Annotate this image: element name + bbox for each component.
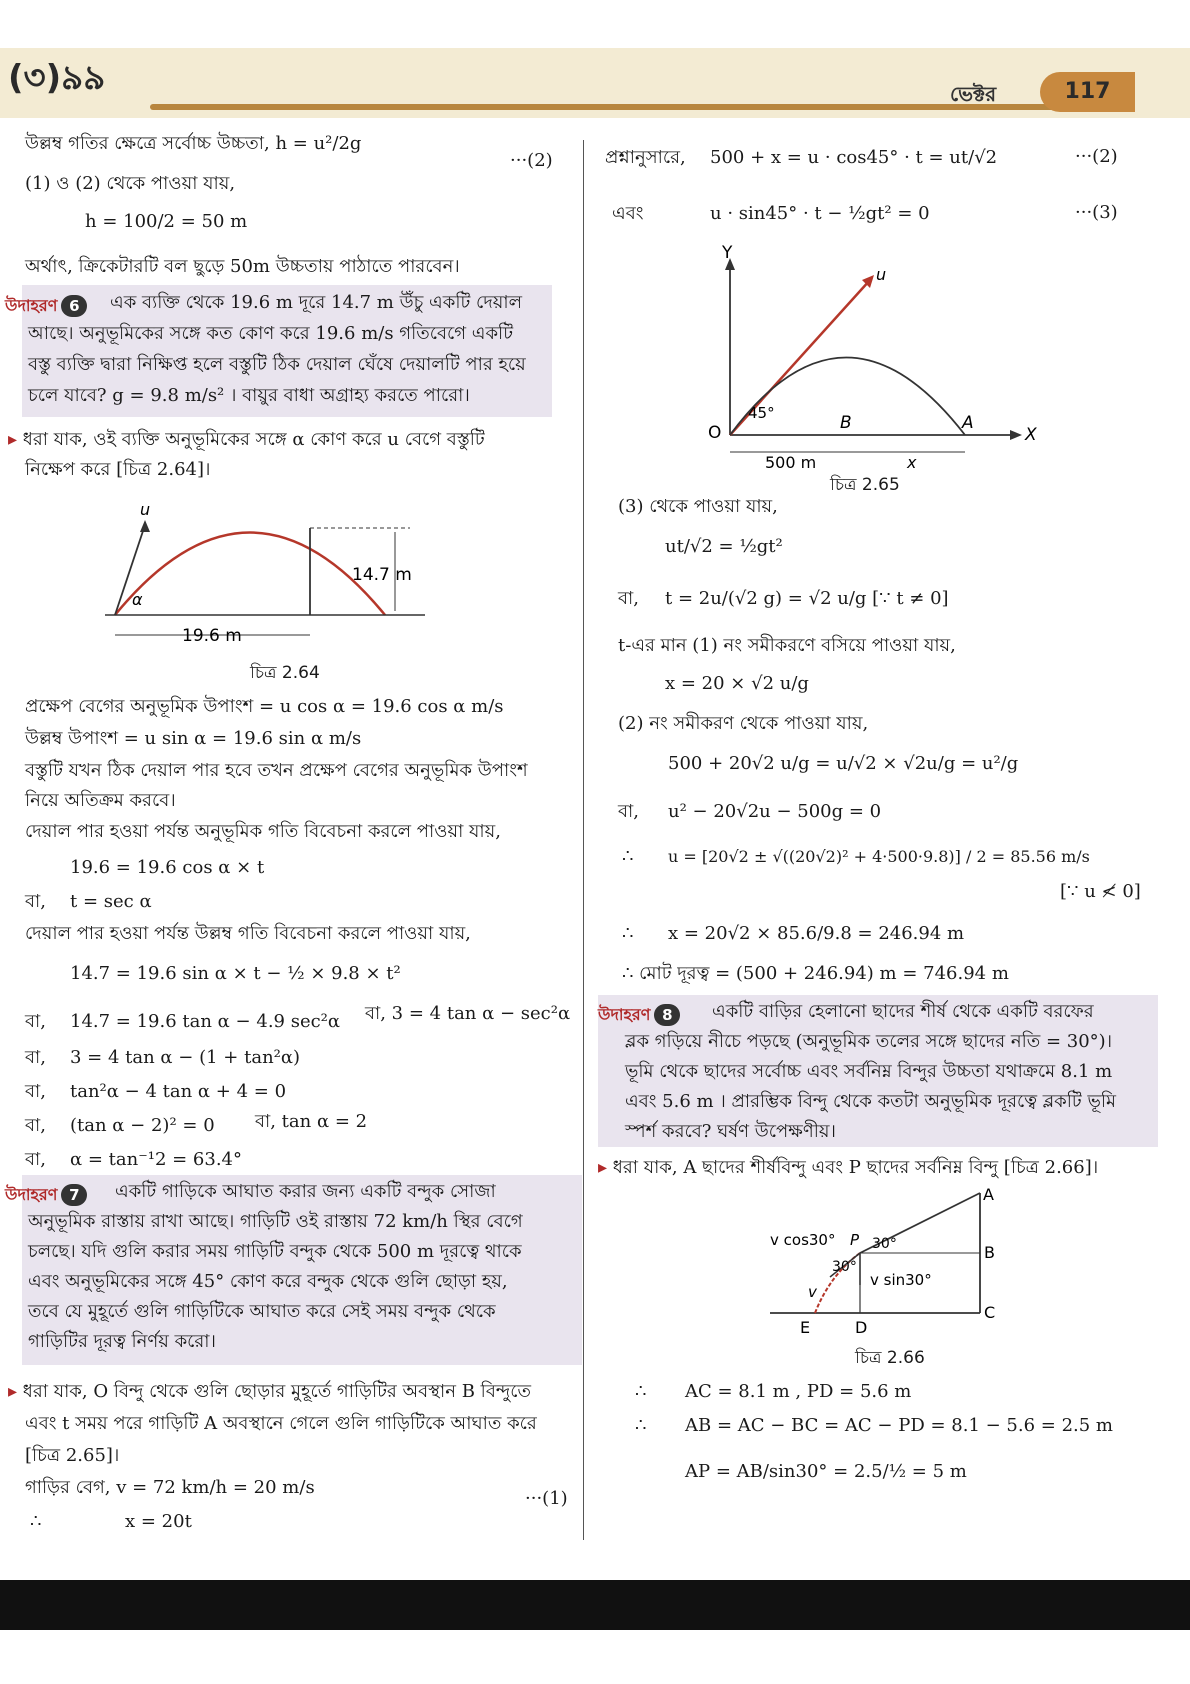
equation-tag: ···(1) <box>525 1488 568 1509</box>
example-8-label: উদাহরণ 8 <box>598 1002 680 1029</box>
solution-line: দেয়াল পার হওয়া পর্যন্ত অনুভূমিক গতি বিবেচনা করলে পাওয়া যায়, <box>25 821 501 842</box>
label-A: A <box>983 1185 994 1204</box>
text-line: (3) থেকে পাওয়া যায়, <box>618 496 778 517</box>
label-B: B <box>840 413 852 433</box>
equation-prefix: বা, <box>618 801 639 822</box>
example-7-question: অনুভূমিক রাস্তায় রাখা আছে। গাড়িটি ওই রাস্তায় 72 km/h স্থির বেগে <box>28 1211 523 1232</box>
label-height: 14.7 m <box>352 565 412 585</box>
figure-2-65 <box>700 240 1040 475</box>
label-distance: 500 m <box>765 453 817 472</box>
label-E: E <box>800 1318 811 1335</box>
equation: ut/√2 = ½gt² <box>665 536 783 557</box>
equation-prefix: বা, <box>618 588 639 609</box>
equation-tag: ···(2) <box>510 150 553 171</box>
label-Y: Y <box>722 243 733 263</box>
equation: বা, tan α = 2 <box>255 1111 368 1132</box>
equation: t = 2u/(√2 g) = √2 u/g [∵ t ≠ 0] <box>665 588 949 609</box>
example-6-question: আছে। অনুভূমিকের সঙ্গে কত কোণ করে 19.6 m/s গতিবেগে একটি <box>28 323 513 344</box>
label-O: O <box>708 423 722 443</box>
equation: x = 20√2 × 85.6/9.8 = 246.94 m <box>668 923 965 944</box>
equation: u = [20√2 ± √((20√2)² + 4·500·9.8)] / 2 = 85.56 m/s <box>668 847 1090 866</box>
equation: AP = AB/sin30° = 2.5/½ = 5 m <box>685 1461 967 1482</box>
solution-line: নিয়ে অতিক্রম করবে। <box>25 790 176 811</box>
example-6-question: বস্তু ব্যক্তি দ্বারা নিক্ষিপ্ত হলে বস্তুটি ঠিক দেয়াল ঘেঁষে দেয়ালটি পার হয়ে <box>28 354 526 375</box>
figure-caption: চিত্র 2.65 <box>830 475 900 495</box>
solution-line: এবং t সময় পরে গাড়িটি A অবস্থানে গেলে গুলি গাড়িটিকে আঘাত করে <box>25 1413 537 1434</box>
equation: x = 20t <box>125 1511 192 1532</box>
equation: 500 + x = u · cos45° · t = ut/√2 <box>710 147 998 168</box>
equation: t = sec α <box>70 891 152 912</box>
label-u: u <box>140 500 151 519</box>
solution-line: প্রক্ষেপ বেগের অনুভূমিক উপাংশ = u cos α = 19.6 cos α m/s <box>25 696 504 717</box>
example-8-question: ব্লক গড়িয়ে নীচে পড়ছে (অনুভূমিক তলের সঙ্গে ছাদের নতি = 30°)। <box>625 1031 1113 1052</box>
label-P: P <box>850 1231 860 1249</box>
label-v: v <box>808 1283 817 1301</box>
arrow-head <box>140 520 150 532</box>
solution-line: উল্লম্ব উপাংশ = u sin α = 19.6 sin α m/s <box>25 728 362 749</box>
equation: (tan α − 2)² = 0 <box>70 1115 215 1136</box>
column-divider <box>583 140 584 1540</box>
text-line: এবং <box>612 203 644 224</box>
example-7-question: একটি গাড়িকে আঘাত করার জন্য একটি বন্দুক সোজা <box>115 1181 496 1202</box>
example-8-question: এবং 5.6 m । প্রারম্ভিক বিন্দু থেকে কতটা অনুভূমিক দূরত্বে ব্লকটি ভূমি <box>625 1091 1117 1112</box>
label-distance: 19.6 m <box>182 626 242 646</box>
equation-tag: ···(3) <box>1075 202 1118 223</box>
label-vcos: v cos30° <box>770 1231 836 1249</box>
equation-note: [∵ u ≮ 0] <box>1060 881 1141 902</box>
label-X: X <box>1025 425 1037 445</box>
label-B: B <box>984 1243 995 1262</box>
example-8-question: স্পর্শ করবে? ঘর্ষণ উপেক্ষণীয়। <box>625 1121 836 1142</box>
equation-prefix: বা, <box>25 891 46 912</box>
label-alpha: α <box>132 590 143 609</box>
solution-line: ▸ ধরা যাক, ওই ব্যক্তি অনুভূমিকের সঙ্গে α কোণ করে u বেগে বস্তুটি <box>8 429 485 450</box>
equation: tan²α − 4 tan α + 4 = 0 <box>70 1081 287 1102</box>
figure-caption: চিত্র 2.64 <box>250 663 320 683</box>
example-7-label: উদাহরণ 7 <box>5 1182 87 1209</box>
equation-prefix: বা, <box>25 1115 46 1136</box>
equation-prefix: ∴ <box>30 1511 42 1532</box>
example-6-question: এক ব্যক্তি থেকে 19.6 m দূরে 14.7 m উঁচু একটি দেয়াল <box>110 292 523 313</box>
label-angle: 45° <box>748 404 775 422</box>
solution-line: ▸ ধরা যাক, A ছাদের শীর্ষবিন্দু এবং P ছাদের সর্বনিম্ন বিন্দু [চিত্র 2.66]। <box>598 1157 1099 1178</box>
example-6-label: উদাহরণ 6 <box>5 293 87 320</box>
figure-2-64 <box>100 490 430 665</box>
equation-prefix: ∴ <box>635 1415 647 1436</box>
solution-line: ▸ ধরা যাক, O বিন্দু থেকে গুলি ছোড়ার মুহূর্তে গাড়িটির অবস্থান B বিন্দুতে <box>8 1381 532 1402</box>
equation: u² − 20√2u − 500g = 0 <box>668 801 882 822</box>
example-7-question: তবে যে মুহূর্তে গুলি গাড়িটিকে আঘাত করে সেই সময় বন্দুক থেকে <box>28 1301 496 1322</box>
text-line: (1) ও (2) থেকে পাওয়া যায়, <box>25 173 236 194</box>
solution-line: নিক্ষেপ করে [চিত্র 2.64]। <box>25 459 211 480</box>
figure-2-66 <box>760 1185 1020 1335</box>
text-line: অর্থাৎ, ক্রিকেটারটি বল ছুড়ে 50m উচ্চতায় পাঠাতে পারবেন। <box>25 256 460 277</box>
solution-line: বস্তুটি যখন ঠিক দেয়াল পার হবে তখন প্রক্ষেপ বেগের অনুভূমিক উপাংশ <box>25 760 528 781</box>
equation-tag: ···(2) <box>1075 146 1118 167</box>
chapter-title: ভেক্টর <box>950 82 997 106</box>
page-number: 117 <box>1040 72 1135 112</box>
text-line: t-এর মান (1) নং সমীকরণে বসিয়ে পাওয়া যায়, <box>618 635 956 656</box>
equation: h = 100/2 = 50 m <box>85 211 248 232</box>
equation: AB = AC − BC = AC − PD = 8.1 − 5.6 = 2.5 m <box>685 1415 1113 1436</box>
solution-line: দেয়াল পার হওয়া পর্যন্ত উল্লম্ব গতি বিবেচনা করলে পাওয়া যায়, <box>25 923 471 944</box>
equation: α = tan⁻¹2 = 63.4° <box>70 1149 243 1170</box>
equation: x = 20 × √2 u/g <box>665 673 809 694</box>
result-line: ∴ মোট দূরত্ব = (500 + 246.94) m = 746.94 m <box>622 963 1009 984</box>
label-D: D <box>855 1318 868 1335</box>
solution-line: [চিত্র 2.65]। <box>25 1445 120 1466</box>
equation: AC = 8.1 m , PD = 5.6 m <box>685 1381 912 1402</box>
equation-prefix: বা, <box>25 1011 46 1032</box>
label-A: A <box>962 413 974 433</box>
equation: বা, 3 = 4 tan α − sec²α <box>365 1003 571 1024</box>
label-vsin: v sin30° <box>870 1271 932 1289</box>
example-8-question: একটি বাড়ির হেলানো ছাদের শীর্ষ থেকে একটি বরফের <box>712 1001 1094 1022</box>
equation-prefix: বা, <box>25 1047 46 1068</box>
label-u: u <box>876 265 887 284</box>
equation-prefix: বা, <box>25 1149 46 1170</box>
text-line: (2) নং সমীকরণ থেকে পাওয়া যায়, <box>618 713 869 734</box>
text-line: প্রশ্নানুসারে, <box>605 147 686 168</box>
figure-caption: চিত্র 2.66 <box>855 1348 925 1368</box>
example-7-question: এবং অনুভূমিকের সঙ্গে 45° কোণ করে বন্দুক থেকে গুলি ছোড়া হয়, <box>28 1271 508 1292</box>
equation-prefix: ∴ <box>635 1381 647 1402</box>
equation: u · sin45° · t − ½gt² = 0 <box>710 203 930 224</box>
publisher-logo: (৩)৯৯ <box>8 58 106 98</box>
header-rule <box>150 104 1080 110</box>
example-7-question: গাড়িটির দূরত্ব নির্ণয় করো। <box>28 1331 216 1352</box>
equation: 19.6 = 19.6 cos α × t <box>70 857 265 878</box>
equation-prefix: বা, <box>25 1081 46 1102</box>
equation-prefix: ∴ <box>622 923 634 944</box>
label-angle: 30° <box>872 1236 897 1252</box>
text-line: উল্লম্ব গতির ক্ষেত্রে সর্বোচ্চ উচ্চতা, h = u²/2g <box>25 133 362 154</box>
equation: 500 + 20√2 u/g = u/√2 × √2u/g = u²/g <box>668 753 1019 774</box>
page-shadow <box>0 1580 1190 1630</box>
example-8-question: ভূমি থেকে ছাদের সর্বোচ্চ এবং সর্বনিম্ন বিন্দুর উচ্চতা যথাক্রমে 8.1 m <box>625 1061 1113 1082</box>
equation: 3 = 4 tan α − (1 + tan²α) <box>70 1047 301 1068</box>
label-angle: 30° <box>832 1259 857 1275</box>
arrow-head <box>1010 430 1022 440</box>
example-6-question: চলে যাবে? g = 9.8 m/s² । বায়ুর বাধা অগ্রাহ্য করতে পারো। <box>28 385 470 406</box>
equation-prefix: ∴ <box>622 846 634 867</box>
example-7-question: চলছে। যদি গুলি করার সময় গাড়িটি বন্দুক থেকে 500 m দূরত্বে থাকে <box>28 1241 522 1262</box>
solution-line: গাড়ির বেগ, v = 72 km/h = 20 m/s <box>25 1477 315 1498</box>
top-margin <box>0 0 1190 48</box>
equation: 14.7 = 19.6 tan α − 4.9 sec²α <box>70 1011 341 1032</box>
equation: 14.7 = 19.6 sin α × t − ½ × 9.8 × t² <box>70 963 401 984</box>
label-x: x <box>907 453 917 472</box>
label-C: C <box>984 1303 996 1322</box>
trajectory-curve <box>115 533 385 616</box>
